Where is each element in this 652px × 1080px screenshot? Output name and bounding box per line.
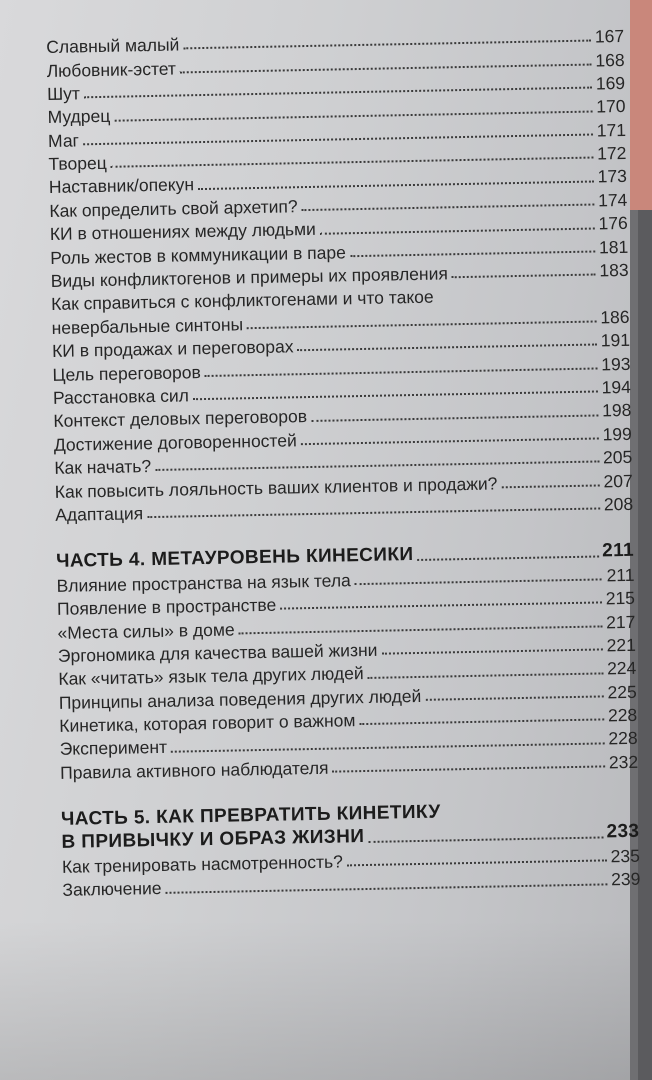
part-page: 211 (601, 539, 635, 562)
toc-entry-title: «Места силы» в доме (57, 619, 235, 643)
dot-leader (359, 719, 604, 726)
toc-entry-page: 235 (610, 845, 641, 867)
toc-entry-title: Маг (47, 130, 80, 151)
toc-entry-title: Наставник/опекун (48, 174, 195, 198)
toc-entry-title: Любовник-эстет (46, 58, 177, 81)
toc-entry-page: 174 (597, 189, 628, 211)
dot-leader (350, 250, 595, 257)
toc-entry-title: Цель переговоров (52, 361, 202, 385)
toc-entry-title: Правила активного наблюдателя (59, 757, 329, 783)
toc-entry-title: Появление в пространстве (56, 594, 277, 620)
toc-entry-page: 208 (603, 493, 634, 515)
toc-entry-title: Как повысить лояльность ваших клиентов и продажи? (54, 472, 498, 502)
book-edge-dark (638, 210, 652, 1080)
dot-leader (333, 766, 606, 773)
part-title: ЧАСТЬ 5. КАК ПРЕВРАТИТЬ КИНЕТИКУ (60, 801, 441, 830)
dot-leader (347, 860, 607, 867)
toc-entry-page: 183 (599, 259, 629, 281)
toc-entry-title: Эксперимент (59, 737, 168, 760)
toc-entry-title: Как справиться с конфликтогенами и что такое (50, 287, 434, 315)
toc-entry-title: Влияние пространства на язык тела (56, 569, 351, 596)
part-title-continued: В ПРИВЫЧКУ И ОБРАЗ ЖИЗНИ (61, 826, 365, 853)
toc-entry-title: Кинетика, которая говорит о важном (59, 710, 356, 736)
dot-leader (368, 672, 604, 679)
dot-leader (452, 274, 596, 279)
toc-entry-page: 194 (601, 376, 632, 398)
toc-entry-title: Славный малый (46, 34, 180, 58)
toc-entry-page: 172 (597, 142, 627, 164)
dot-leader (298, 344, 598, 352)
toc-entry-page: 228 (607, 704, 638, 726)
toc-entry-page: 217 (605, 611, 636, 632)
toc-entry-page: 169 (595, 72, 626, 94)
toc-entry-page: 198 (601, 400, 632, 421)
toc-entry-page: 181 (598, 236, 629, 258)
table-of-contents (46, 23, 641, 901)
dot-leader (501, 484, 599, 488)
toc-entry-title: КИ в отношениях между людьми (49, 219, 317, 245)
toc-entry-page: 239 (610, 869, 641, 890)
dot-leader (320, 227, 595, 234)
toc-entry-title: Как определить свой архетип? (49, 196, 298, 221)
part-title: ЧАСТЬ 4. МЕТАУРОВЕНЬ КИНЕСИКИ (55, 543, 414, 572)
dot-leader (381, 649, 602, 655)
dot-leader (166, 883, 608, 893)
toc-entry-page: 215 (605, 587, 636, 609)
dot-leader (418, 555, 600, 560)
toc-entry-title: Как начать? (54, 456, 152, 479)
toc-entry-page: 171 (596, 119, 627, 141)
dot-leader (301, 437, 599, 445)
toc-entry-title: Принципы анализа поведения других людей (58, 685, 422, 713)
toc-entry-page: 232 (608, 751, 639, 773)
toc-entry-title: Расстановка сил (52, 385, 190, 408)
toc-entry-page: 186 (600, 306, 630, 328)
toc-entry-title: Роль жестов в коммуникации в паре (50, 241, 347, 268)
toc-entry-page: 221 (606, 634, 637, 656)
toc-entry-page: 225 (607, 681, 637, 703)
toc-entry-page: 168 (595, 49, 625, 70)
toc-entry-title: Мудрец (47, 106, 111, 128)
toc-entry-title: Как «читать» язык тела других людей (58, 663, 364, 690)
dot-leader (302, 204, 595, 212)
toc-entry-page: 207 (603, 470, 633, 491)
dot-leader (311, 414, 598, 422)
toc-entry-title-continued: невербальные синтоны (51, 314, 244, 338)
toc-entry-page: 173 (597, 166, 628, 187)
toc-entry-title: Контекст деловых переговоров (53, 406, 308, 432)
toc-entry-page: 224 (606, 658, 637, 679)
dot-leader (368, 836, 603, 843)
toc-entry-title: Адаптация (55, 503, 144, 525)
dot-leader (425, 695, 603, 700)
toc-entry-title: Творец (48, 152, 107, 175)
dot-leader (355, 578, 602, 585)
toc-entry-title: Как тренировать насмотренность? (61, 851, 344, 877)
toc-entry-page: 193 (601, 353, 631, 375)
toc-entry-page: 228 (608, 728, 638, 749)
toc-entry-page: 167 (594, 26, 625, 47)
toc-entry-title: Достижение договоренностей (53, 430, 297, 455)
toc-entry-title: Заключение (62, 878, 162, 901)
toc-entry-title: КИ в продажах и переговорах (51, 336, 294, 362)
toc-entry-page: 191 (600, 330, 631, 351)
toc-entry-page: 211 (606, 564, 635, 586)
toc-entry-page: 176 (598, 213, 628, 234)
page-shadow (0, 920, 630, 1080)
toc-entry-title: Виды конфликтогенов и примеры их проявления (50, 263, 449, 291)
part-page: 233 (606, 820, 640, 843)
toc-entry-page: 170 (596, 96, 626, 117)
toc-entry-page: 205 (602, 446, 633, 468)
toc-entry-title: Эргономика для качества вашей жизни (57, 639, 378, 666)
toc-entry-title: Шут (46, 83, 81, 104)
toc-entry-page: 199 (602, 423, 632, 445)
